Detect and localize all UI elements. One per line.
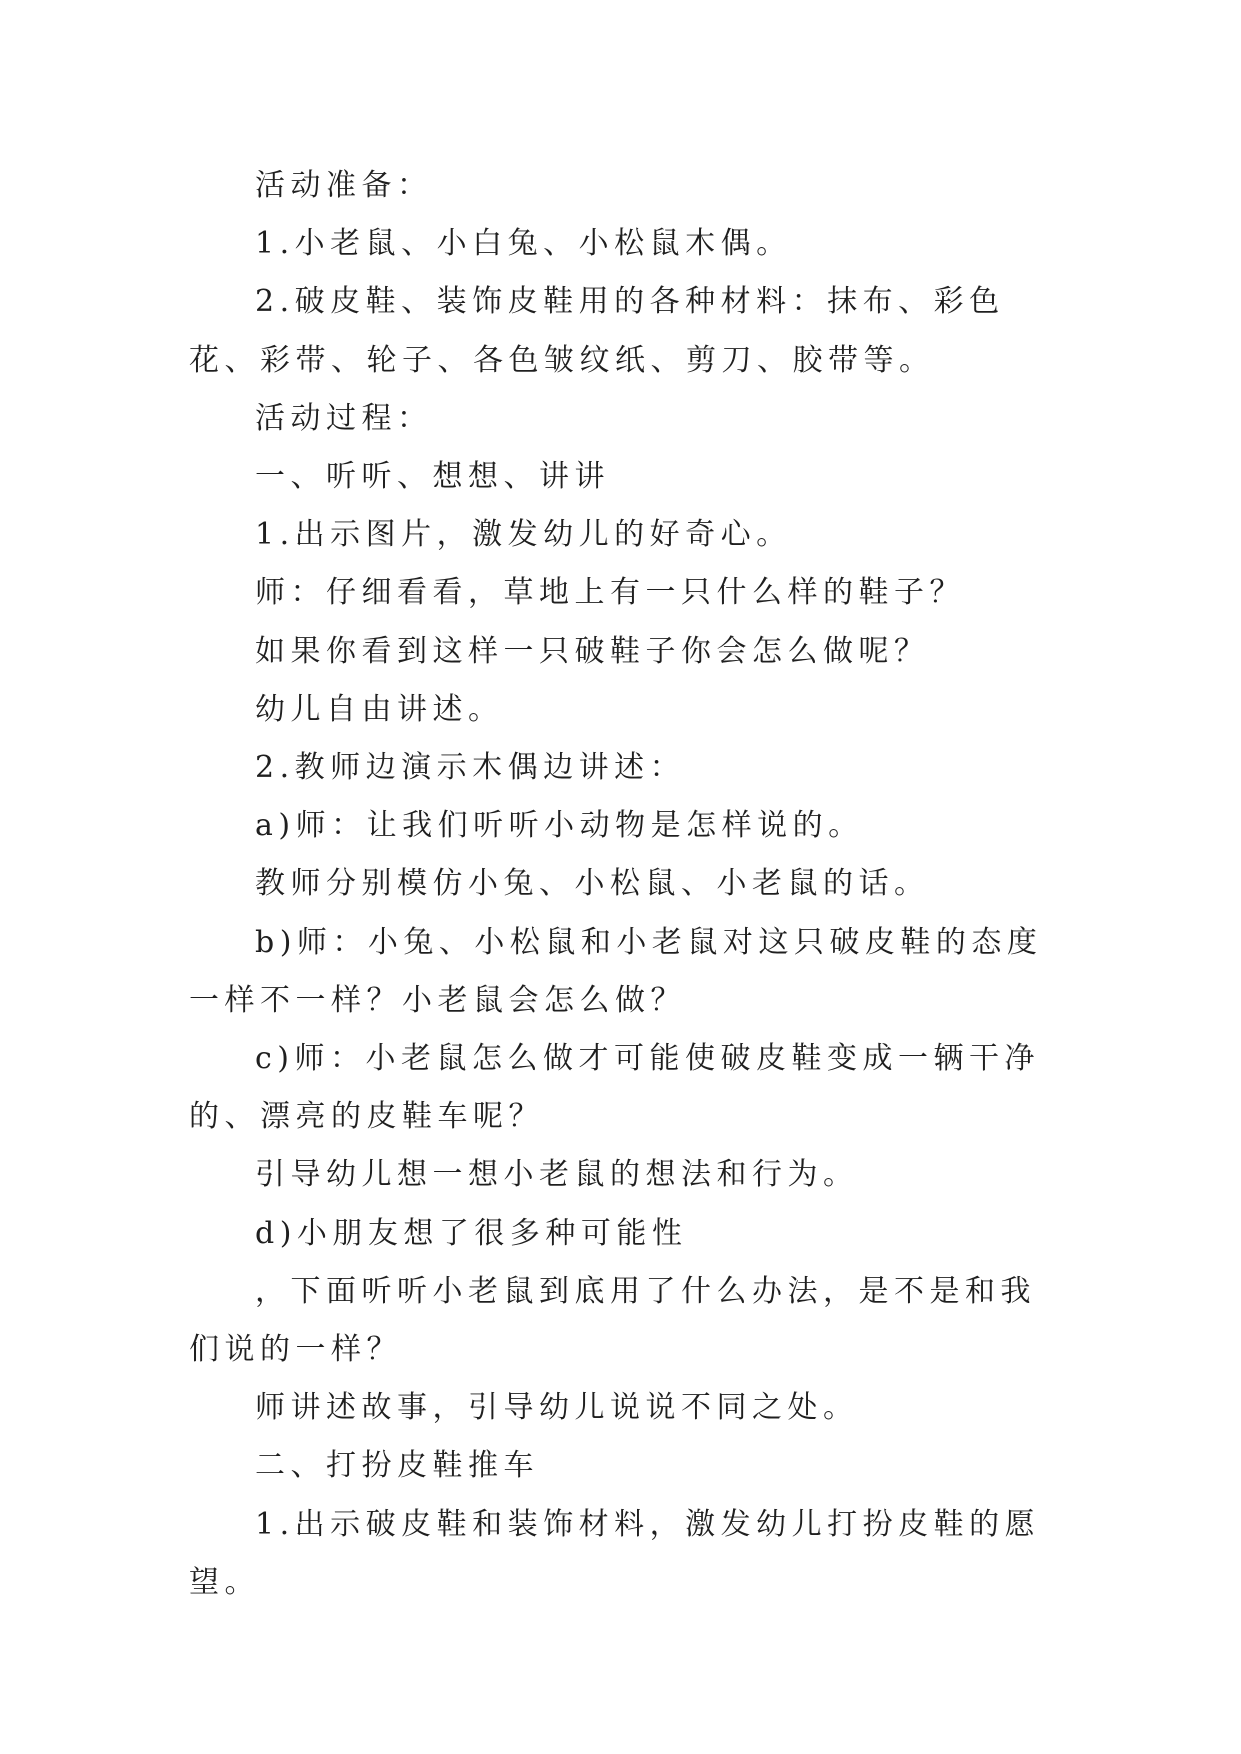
sub-step-a: a)师：让我们听听小动物是怎样说的。 — [255, 808, 864, 844]
children-narrate: 幼儿自由讲述。 — [255, 691, 504, 727]
step-2: 2.教师边演示木偶边讲述： — [255, 750, 686, 786]
prep-item-2: 2.破皮鞋、装饰皮鞋用的各种材料：抹布、彩色花、彩带、轮子、各色皱纹纸、剪刀、胶带等。 — [189, 284, 1005, 378]
teacher-question-2: 如果你看到这样一只破鞋子你会怎么做呢？ — [255, 633, 930, 669]
prep-item-1: 1.小老鼠、小白兔、小松鼠木偶。 — [255, 226, 792, 262]
sub-step-d-continued: ，下面听听小老鼠到底用了什么办法，是不是和我们说的一样？ — [189, 1273, 1036, 1368]
sub-step-d: d)小朋友想了很多种可能性 — [255, 1215, 688, 1251]
document-body — [189, 157, 1059, 1612]
teacher-tells-story: 师讲述故事，引导幼儿说说不同之处。 — [255, 1390, 859, 1426]
sub-step-b: b)师：小兔、小松鼠和小老鼠对这只破皮鞋的态度一样不一样？小老鼠会怎么做？ — [189, 924, 1043, 1018]
guide-children: 引导幼儿想一想小老鼠的想法和行为。 — [255, 1157, 859, 1193]
section-two-title: 二、打扮皮鞋推车 — [255, 1448, 539, 1484]
section-one-title: 一、听听、想想、讲讲 — [255, 459, 610, 495]
sub-step-c: c)师：小老鼠怎么做才可能使破皮鞋变成一辆干净的、漂亮的皮鞋车呢？ — [189, 1041, 1041, 1135]
heading-preparation: 活动准备： — [255, 168, 433, 203]
teacher-imitates: 教师分别模仿小兔、小松鼠、小老鼠的话。 — [255, 866, 930, 902]
teacher-question-1: 师：仔细看看，草地上有一只什么样的鞋子？ — [255, 575, 965, 611]
step-1: 1.出示图片，激发幼儿的好奇心。 — [255, 517, 792, 553]
heading-process: 活动过程： — [255, 400, 433, 436]
section-two-step-1: 1.出示破皮鞋和装饰材料，激发幼儿打扮皮鞋的愿望。 — [189, 1506, 1041, 1600]
